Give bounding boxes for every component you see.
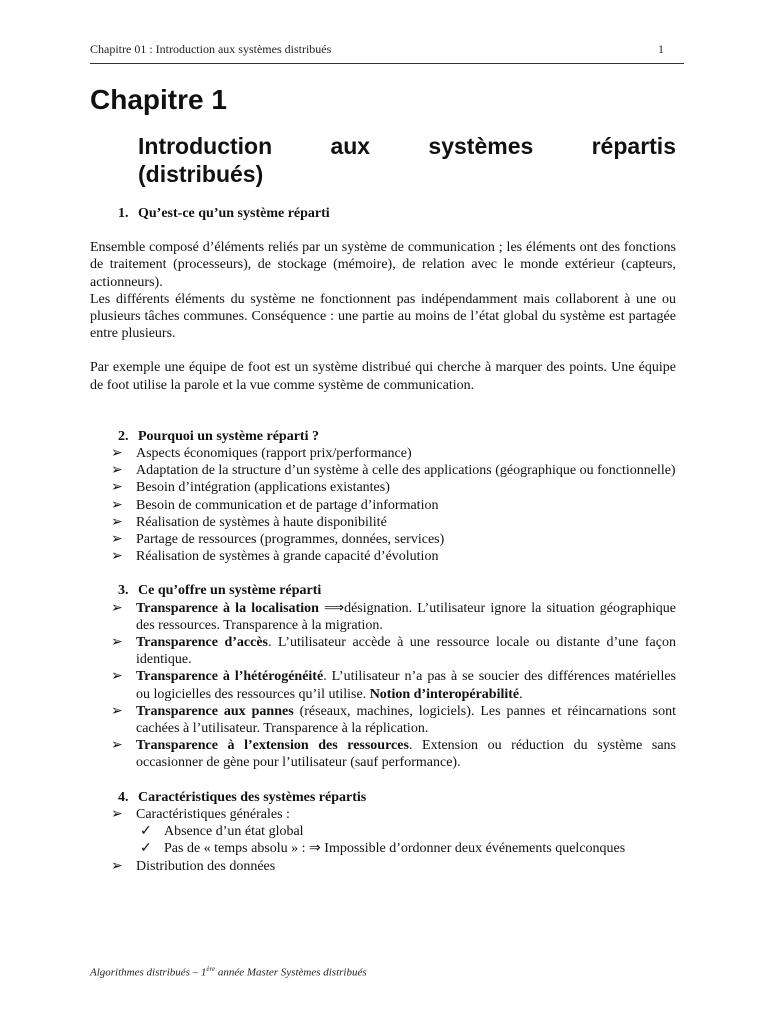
arrow-bullet-icon: ➢ <box>111 514 123 530</box>
main-title-line1: Introduction aux systèmes répartis <box>138 133 676 159</box>
list-item: ➢ Aspects économiques (rapport prix/performance) <box>111 446 412 462</box>
section-title: Pourquoi un système réparti ? <box>138 428 319 444</box>
list-item: ➢ Distribution des données <box>111 858 276 874</box>
list-item: ➢ Transparence aux pannes (réseaux, machines, logiciels). Les pannes et réincarnations sont cachées à l’utilisateur. Transparence à la réplication. <box>111 703 676 737</box>
list-item: ➢ Adaptation de la structure d’un système à celle des applications (géographique ou fonctionnelle) <box>111 463 676 479</box>
list-item: ✓ Absence d’un état global <box>140 824 304 840</box>
list-item: ➢ Transparence d’accès. L’utilisateur accède à une ressource locale ou distante d’une façon identique. <box>111 635 676 668</box>
section-1-heading <box>90 205 676 222</box>
arrow-bullet-icon: ➢ <box>111 703 123 719</box>
list-item: ➢ Transparence à l’hétérogénéité. L’utilisateur n’a pas à se soucier des différences matérielles ou logicielles des ressources qu’il utilise. Notion d’interopérabilité. <box>111 669 677 702</box>
section-number: 4. <box>118 789 129 805</box>
page-header <box>90 42 684 64</box>
section-number: 3. <box>118 583 129 599</box>
arrow-bullet-icon: ➢ <box>111 738 123 754</box>
term: Transparence à la localisation <box>136 600 319 616</box>
arrow-bullet-icon: ➢ <box>111 480 123 496</box>
arrow-bullet-icon: ➢ <box>111 635 123 651</box>
list-item: ➢ Besoin d’intégration (applications existantes) <box>111 480 390 496</box>
list-item: ➢ Transparence à la localisation ⟹désignation. L’utilisateur ignore la situation géographique des ressources. Transparence à la migration. <box>111 600 676 633</box>
chapter-label: Chapitre 1 <box>90 84 227 115</box>
list-item: ➢ Besoin de communication et de partage d’information <box>111 497 439 513</box>
arrow-bullet-icon: ➢ <box>111 532 123 548</box>
section-2-heading <box>90 428 676 445</box>
arrow-bullet-icon: ➢ <box>111 446 123 462</box>
section-title: Caractéristiques des systèmes répartis <box>138 789 367 805</box>
arrow-bullet-icon: ➢ <box>111 858 123 874</box>
check-bullet-icon: ✓ <box>140 841 152 857</box>
arrow-bullet-icon: ➢ <box>111 463 123 479</box>
paragraph: Ensemble composé d’éléments reliés par un système de communication ; les éléments ont des fonctions de traitement (processeurs), de stockage (mémoire), de relation avec le monde extérieur (capteurs, actionneurs). <box>90 240 676 290</box>
characteristics-list <box>90 806 676 875</box>
document-body <box>90 205 676 875</box>
arrow-bullet-icon: ➢ <box>111 497 123 513</box>
term: Transparence aux pannes <box>136 703 294 719</box>
paragraph: Les différents éléments du système ne fonctionnent pas indépendamment mais collaborent à une ou plusieurs tâches communes. Conséquence : une partie au moins de l’état global du système est partagée entre plusieurs. <box>90 291 676 342</box>
header-title: Chapitre 01 : Introduction aux systèmes distribués <box>90 42 332 56</box>
paragraph: Par exemple une équipe de foot est un système distribué qui cherche à marquer des points. Une équipe de foot utilise la parole et la vue comme système de communication. <box>90 360 676 393</box>
section-title: Qu’est-ce qu’un système réparti <box>138 206 330 221</box>
page-footer: Algorithmes distribués – 1ère année Master Systèmes distribués <box>90 965 367 979</box>
list-item: ➢ Réalisation de systèmes à haute disponibilité <box>111 514 387 530</box>
section-number: 1. <box>118 206 129 221</box>
main-title-line2: (distribués) <box>138 161 264 187</box>
arrow-bullet-icon: ➢ <box>111 669 123 685</box>
reasons-list <box>90 445 676 565</box>
header-page-number: 1 <box>658 42 664 56</box>
term: Notion d’interopérabilité <box>369 686 520 702</box>
transparency-list <box>90 600 676 772</box>
check-bullet-icon: ✓ <box>140 824 152 840</box>
section-4-heading <box>90 789 676 806</box>
term: Transparence à l’hétérogénéité <box>136 669 324 685</box>
list-item: ✓ Pas de « temps absolu » : ⇒ Impossible d’ordonner deux événements quelconques <box>140 841 626 857</box>
list-item: ➢ Caractéristiques générales : <box>111 806 290 822</box>
term: Transparence d’accès <box>136 635 268 651</box>
section-number: 2. <box>118 428 129 444</box>
arrow-bullet-icon: ➢ <box>111 600 123 616</box>
section-title: Ce qu’offre un système réparti <box>138 583 322 599</box>
list-item: ➢ Partage de ressources (programmes, données, services) <box>111 532 445 548</box>
arrow-bullet-icon: ➢ <box>111 549 123 565</box>
section-3-heading <box>90 582 676 599</box>
list-item: ➢ Transparence à l’extension des ressources. Extension ou réduction du système sans occasionner de gène pour l’utilisateur (sauf performance). <box>111 738 676 771</box>
list-item: ➢ Réalisation de systèmes à grande capacité d’évolution <box>111 549 439 565</box>
arrow-bullet-icon: ➢ <box>111 806 123 822</box>
header-rule <box>90 63 684 64</box>
term: Transparence à l’extension des ressources <box>136 738 409 754</box>
